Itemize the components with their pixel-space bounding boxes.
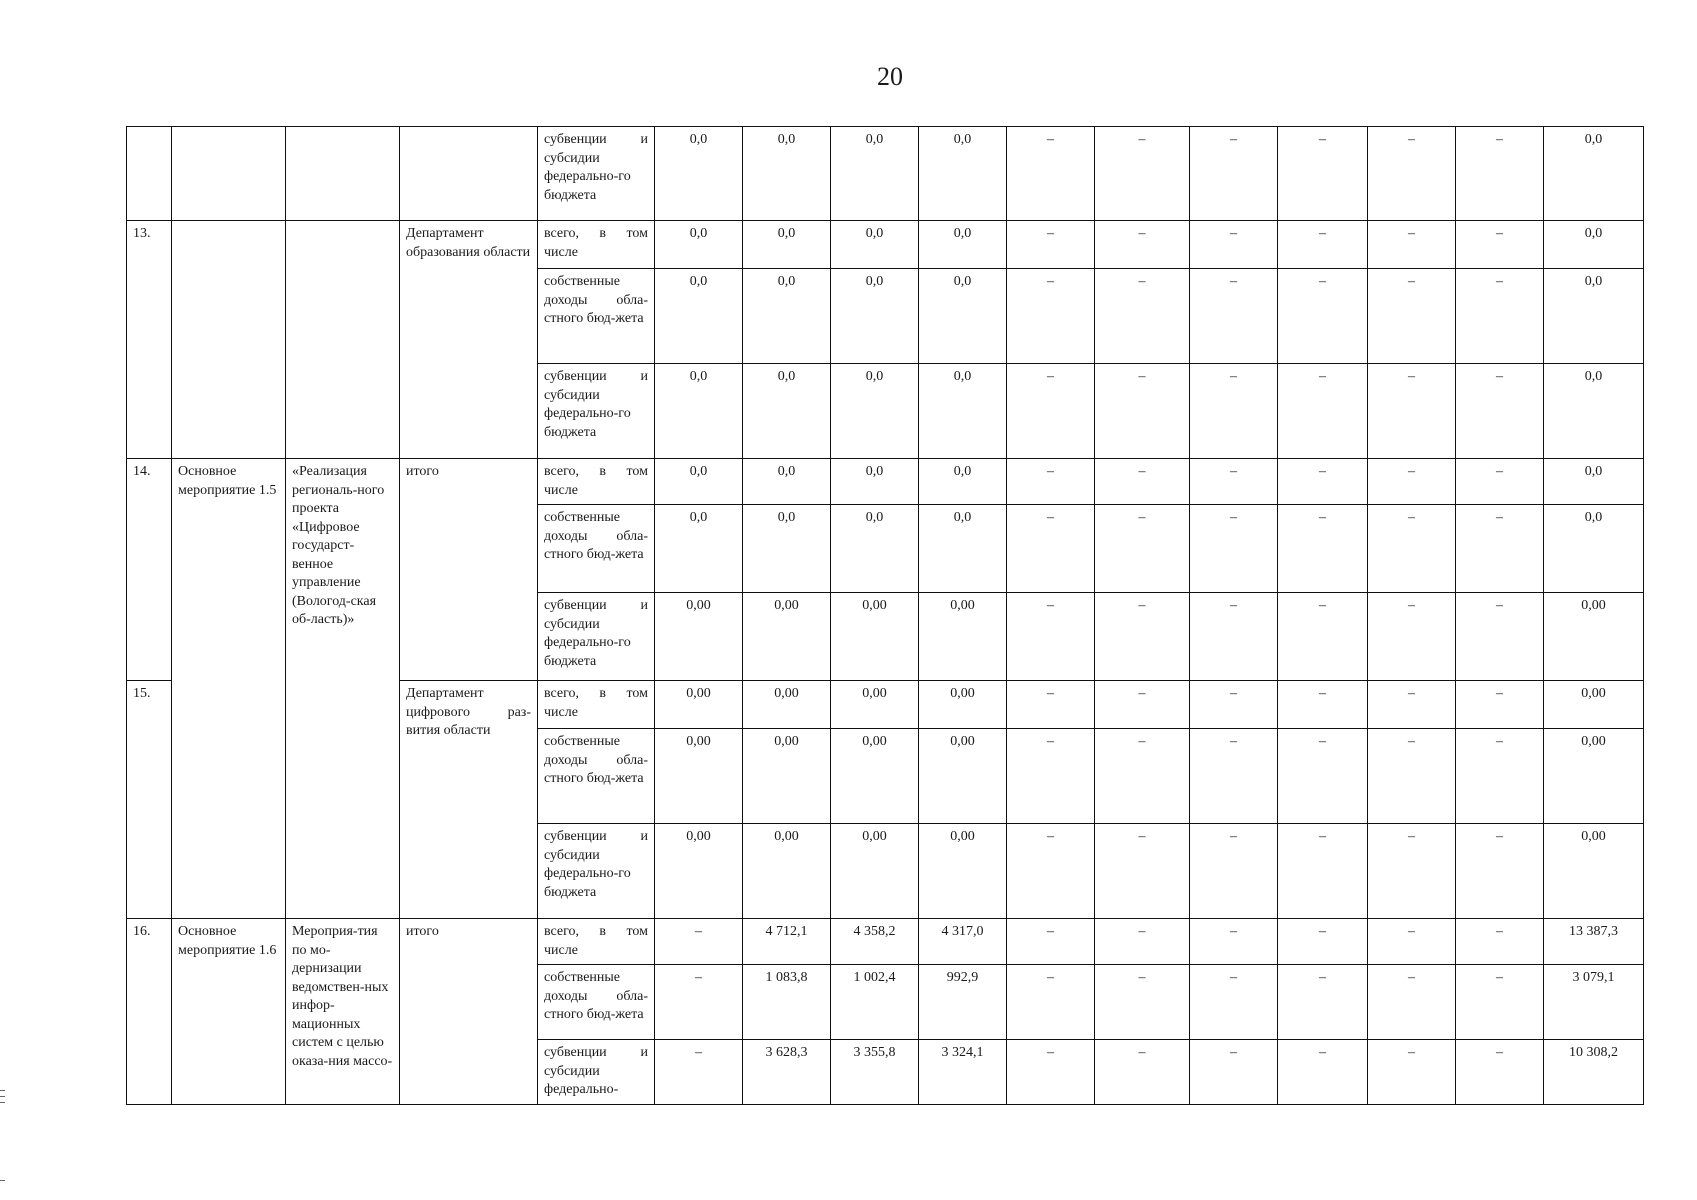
- table-cell: собственные доходы обла-стного бюд-жета: [538, 965, 655, 1040]
- table-cell: –: [1456, 965, 1544, 1040]
- table-cell: Департамент цифрового раз-вития области: [400, 681, 538, 919]
- table-cell: 14.: [127, 459, 172, 681]
- table-cell: 0,00: [655, 593, 743, 681]
- table-cell: 0,0: [919, 127, 1007, 221]
- table-cell: 0,0: [655, 364, 743, 459]
- table-cell: –: [1095, 919, 1190, 965]
- table-cell: собственные доходы обла-стного бюд-жета: [538, 269, 655, 364]
- table-cell: 0,0: [919, 269, 1007, 364]
- table-cell: итого: [400, 919, 538, 1105]
- table-cell: 0,0: [1544, 505, 1644, 593]
- table-cell: 0,0: [655, 127, 743, 221]
- table-cell: 0,0: [831, 364, 919, 459]
- table-cell: –: [1278, 459, 1368, 505]
- table-cell: –: [1278, 824, 1368, 919]
- table-cell: субвенции и субсидии федерально-го бюджета: [538, 364, 655, 459]
- table-cell: –: [1095, 221, 1190, 269]
- table-cell: –: [1456, 681, 1544, 729]
- table-cell: –: [1456, 364, 1544, 459]
- table-cell: 4 712,1: [743, 919, 831, 965]
- table-cell: –: [1368, 269, 1456, 364]
- table-cell: 0,0: [1544, 269, 1644, 364]
- page-number: 20: [877, 62, 903, 91]
- table-cell: –: [1007, 127, 1095, 221]
- table-cell: 0,00: [919, 729, 1007, 824]
- table-cell: –: [1456, 459, 1544, 505]
- table-cell: 0,0: [919, 459, 1007, 505]
- table-row: [127, 127, 1644, 221]
- table-cell: 0,00: [1544, 593, 1644, 681]
- table-cell: 1 083,8: [743, 965, 831, 1040]
- table-cell: –: [1368, 459, 1456, 505]
- table-cell: –: [1278, 127, 1368, 221]
- table-cell: субвенции и субсидии федерально-го бюджета: [538, 593, 655, 681]
- table-cell: 0,00: [743, 593, 831, 681]
- table-cell: 0,00: [1544, 681, 1644, 729]
- table-cell: [286, 127, 400, 221]
- table-cell: 0,0: [919, 505, 1007, 593]
- table-cell: –: [1456, 269, 1544, 364]
- table-cell: 0,0: [655, 505, 743, 593]
- table-cell: –: [1190, 127, 1278, 221]
- table-cell: 0,00: [1544, 824, 1644, 919]
- table-cell: 0,0: [919, 221, 1007, 269]
- table-cell: 10 308,2: [1544, 1040, 1644, 1105]
- table-cell: субвенции и субсидии федерально-го бюджета: [538, 127, 655, 221]
- table-cell: –: [1007, 965, 1095, 1040]
- table-cell: 0,0: [655, 269, 743, 364]
- table-row: [127, 919, 1644, 965]
- table-cell: –: [1095, 965, 1190, 1040]
- table-cell: 16.: [127, 919, 172, 1105]
- table-cell: –: [1456, 593, 1544, 681]
- table-cell: –: [1190, 1040, 1278, 1105]
- table-cell: [127, 127, 172, 221]
- table-cell: собственные доходы обла-стного бюд-жета: [538, 505, 655, 593]
- table-cell: 13 387,3: [1544, 919, 1644, 965]
- table-cell: –: [1368, 593, 1456, 681]
- table-cell: 0,0: [919, 364, 1007, 459]
- table-cell: –: [1095, 729, 1190, 824]
- table-cell: 3 324,1: [919, 1040, 1007, 1105]
- edge-mark: [0, 1096, 5, 1097]
- table-cell: –: [1368, 824, 1456, 919]
- table-cell: –: [1095, 364, 1190, 459]
- table-cell: Основное мероприятие 1.5: [172, 459, 286, 919]
- table-cell: 15.: [127, 681, 172, 919]
- table-body: [127, 127, 1644, 1105]
- table-cell: 0,00: [655, 681, 743, 729]
- table-cell: –: [1456, 1040, 1544, 1105]
- table-cell: –: [1278, 729, 1368, 824]
- table-cell: –: [1007, 729, 1095, 824]
- table-cell: –: [1278, 1040, 1368, 1105]
- table-cell: –: [1368, 505, 1456, 593]
- table-cell: –: [1007, 824, 1095, 919]
- table-cell: 0,0: [1544, 221, 1644, 269]
- table-cell: 0,0: [743, 364, 831, 459]
- table-cell: –: [1456, 505, 1544, 593]
- table-cell: всего, в том числе: [538, 919, 655, 965]
- table-cell: –: [1190, 919, 1278, 965]
- table-cell: «Реализация региональ-ного проекта «Цифровое государст-венное управление (Вологод-ская об-ласть)»: [286, 459, 400, 919]
- table-cell: 0,0: [743, 459, 831, 505]
- table-cell: 0,0: [831, 221, 919, 269]
- table-cell: –: [1278, 269, 1368, 364]
- table-cell: –: [1278, 221, 1368, 269]
- table-cell: [172, 127, 286, 221]
- table-cell: –: [1190, 459, 1278, 505]
- table-cell: –: [1095, 593, 1190, 681]
- table-cell: 0,00: [743, 681, 831, 729]
- table-cell: Основное мероприятие 1.6: [172, 919, 286, 1105]
- table-cell: –: [1278, 965, 1368, 1040]
- table-cell: 0,00: [831, 593, 919, 681]
- table-cell: –: [1007, 364, 1095, 459]
- table-cell: всего, в том числе: [538, 681, 655, 729]
- table-cell: –: [1278, 593, 1368, 681]
- table-cell: собственные доходы обла-стного бюд-жета: [538, 729, 655, 824]
- table-cell: –: [1368, 221, 1456, 269]
- table-cell: [172, 221, 286, 459]
- table-cell: 0,0: [1544, 459, 1644, 505]
- table-row: [127, 221, 1644, 269]
- table-cell: –: [1368, 127, 1456, 221]
- table-cell: –: [1278, 681, 1368, 729]
- edge-mark: [0, 1102, 5, 1103]
- table-cell: 0,00: [919, 681, 1007, 729]
- table-cell: –: [1007, 681, 1095, 729]
- table-cell: –: [1456, 127, 1544, 221]
- table-cell: 0,00: [919, 593, 1007, 681]
- table-row: [127, 459, 1644, 505]
- table-cell: –: [1190, 593, 1278, 681]
- table-cell: –: [655, 1040, 743, 1105]
- table-cell: субвенции и субсидии федерально-: [538, 1040, 655, 1105]
- table-cell: –: [1190, 965, 1278, 1040]
- table-cell: 0,0: [1544, 127, 1644, 221]
- table-cell: 0,0: [743, 505, 831, 593]
- table-cell: –: [1190, 364, 1278, 459]
- table-cell: –: [1190, 729, 1278, 824]
- table-cell: Департамент образования области: [400, 221, 538, 459]
- table-cell: –: [1368, 364, 1456, 459]
- table-cell: –: [1095, 824, 1190, 919]
- table-cell: –: [1190, 681, 1278, 729]
- table-cell: Мероприя-тия по мо-дернизации ведомствен-ных инфор-мационных систем с целью оказа-ния массо-: [286, 919, 400, 1105]
- table-cell: –: [1007, 269, 1095, 364]
- table-cell: 3 079,1: [1544, 965, 1644, 1040]
- table-cell: 0,0: [655, 459, 743, 505]
- table-cell: итого: [400, 459, 538, 681]
- table-cell: –: [1095, 681, 1190, 729]
- table-cell: –: [1007, 505, 1095, 593]
- table-cell: 0,0: [743, 127, 831, 221]
- table-cell: –: [1368, 729, 1456, 824]
- table-cell: 4 358,2: [831, 919, 919, 965]
- table-cell: –: [655, 965, 743, 1040]
- table-cell: 1 002,4: [831, 965, 919, 1040]
- table-cell: 0,0: [831, 269, 919, 364]
- table-cell: –: [1095, 269, 1190, 364]
- table-cell: –: [1190, 824, 1278, 919]
- table-cell: [286, 221, 400, 459]
- table-cell: 0,0: [1544, 364, 1644, 459]
- table-cell: 0,0: [831, 127, 919, 221]
- table-cell: 0,00: [743, 729, 831, 824]
- table-cell: 0,0: [743, 221, 831, 269]
- table-cell: –: [1368, 919, 1456, 965]
- table-cell: 0,00: [655, 824, 743, 919]
- table-cell: –: [1456, 729, 1544, 824]
- table-cell: [400, 127, 538, 221]
- table-cell: –: [1278, 505, 1368, 593]
- table-cell: 4 317,0: [919, 919, 1007, 965]
- table-cell: –: [1456, 919, 1544, 965]
- table-cell: –: [1007, 593, 1095, 681]
- table-cell: 0,00: [1544, 729, 1644, 824]
- table-cell: 0,0: [655, 221, 743, 269]
- table-cell: 0,0: [743, 269, 831, 364]
- table-cell: 3 628,3: [743, 1040, 831, 1105]
- budget-table: [126, 126, 1644, 1105]
- table-cell: –: [1095, 459, 1190, 505]
- table-cell: 992,9: [919, 965, 1007, 1040]
- table-cell: –: [1368, 1040, 1456, 1105]
- table-cell: –: [1368, 681, 1456, 729]
- table-cell: –: [1456, 824, 1544, 919]
- table-cell: –: [1007, 1040, 1095, 1105]
- table-cell: –: [1190, 221, 1278, 269]
- table-cell: –: [1456, 221, 1544, 269]
- table-cell: –: [1190, 505, 1278, 593]
- table-cell: 0,0: [831, 459, 919, 505]
- table-cell: –: [1190, 269, 1278, 364]
- table-cell: –: [1278, 919, 1368, 965]
- table-cell: всего, в том числе: [538, 459, 655, 505]
- table-cell: 0,00: [831, 681, 919, 729]
- table-cell: –: [1095, 1040, 1190, 1105]
- table-cell: 0,00: [831, 729, 919, 824]
- table-cell: 13.: [127, 221, 172, 459]
- table-cell: 0,00: [919, 824, 1007, 919]
- table-cell: 0,00: [743, 824, 831, 919]
- table-cell: –: [1095, 505, 1190, 593]
- table-cell: 0,0: [831, 505, 919, 593]
- table-cell: –: [655, 919, 743, 965]
- edge-mark: [0, 1090, 5, 1091]
- table-cell: 0,00: [831, 824, 919, 919]
- table-cell: –: [1007, 221, 1095, 269]
- table-cell: –: [1007, 919, 1095, 965]
- table-cell: 3 355,8: [831, 1040, 919, 1105]
- table-cell: субвенции и субсидии федерально-го бюджета: [538, 824, 655, 919]
- table-cell: –: [1095, 127, 1190, 221]
- table-cell: 0,00: [655, 729, 743, 824]
- edge-mark: [0, 1180, 5, 1181]
- table-cell: –: [1368, 965, 1456, 1040]
- table-cell: –: [1278, 364, 1368, 459]
- table-cell: всего, в том числе: [538, 221, 655, 269]
- table-cell: –: [1007, 459, 1095, 505]
